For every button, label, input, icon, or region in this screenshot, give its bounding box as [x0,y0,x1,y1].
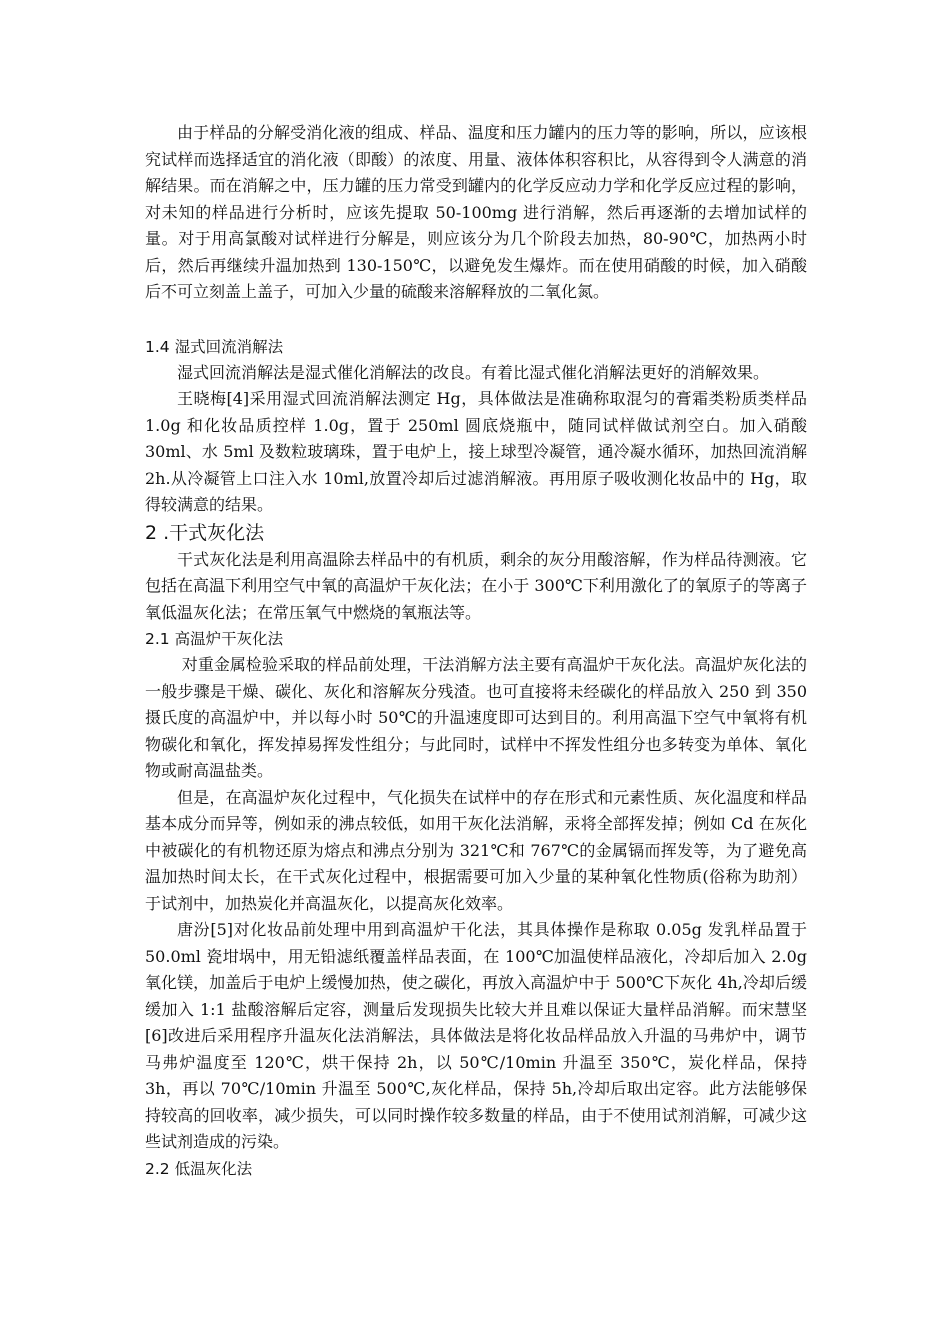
section-heading-2-1: 2.1 高温炉干灰化法 [145,630,284,648]
section-heading-2: 2 .干式灰化法 [145,521,265,544]
intro-paragraph: 由于样品的分解受消化液的组成、样品、温度和压力罐内的压力等的影响，所以，应该根究试样而选择适宜的消化液（即酸）的浓度、用量、液体体积容积比，从容得到令人满意的消解结果。而在消解之中，压力罐的压力常受到罐内的化学反应动力学和化学反应过程的影响，对未知的样品进行分析时，应该先提取 50-100mg 进行消解，然后再逐渐的去增加试样的量。对于用高氯酸对试样进行分解是，则应该分为几个阶段去加热，80-90℃，加热两小时后，然后再继续升温加热到 130-150℃，以避免发生爆炸。而在使用硝酸的时候，加入硝酸后不可立刻盖上盖子，可加入少量的硫酸来溶解释放的二氧化氮。 [145,123,807,301]
section-heading-1-4: 1.4 湿式回流消解法 [145,337,284,356]
paragraph-1-4-definition: 湿式回流消解法是湿式催化消解法的改良。有着比湿式催化消解法更好的消解效果。 [177,362,770,382]
paragraph-2-1-losses: 但是，在高温炉灰化过程中，气化损失在试样中的存在形式和元素性质、灰化温度和样品基本成分而异等，例如汞的沸点较低，如用干灰化法消解，汞将全部挥发掉；例如 Cd 在灰化中被碳化的有机物还原为熔点和沸点分别为 321℃和 767℃的金属镉而挥发等，为了避免高温加热时间太长，在干式灰化过程中，根据需要可加入少量的某种氧化性物质(俗称为助剂）于试剂中，加热炭化并高温灰化，以提高灰化效率。 [145,787,807,913]
paragraph-1-4-example: 王晓梅[4]采用湿式回流消解法测定 Hg，具体做法是准确称取混匀的膏霜类粉质类样品 1.0g 和化妆品质控样 1.0g，置于 250ml 圆底烧瓶中，随同试样做试剂空白。加入硝酸 30ml、水 5ml 及数粒玻璃珠，置于电炉上，接上球型冷凝管，通冷凝水循环，加热回流消解 2h.从冷凝管上口注入水 10ml,放置冷却后过滤消解液。再用原子吸收测化妆品中的 Hg，取得较满意的结果。 [145,389,807,514]
paragraph-2-1-examples: 唐汾[5]对化妆品前处理中用到高温炉干化法，其具体操作是称取 0.05g 发乳样品置于 50.0ml 瓷坩埚中，用无铅滤纸覆盖样品表面，在 100℃加温使样品液化，冷却后加入 2.0g 氧化镁，加盖后于电炉上缓慢加热，使之碳化，再放入高温炉中于 500℃下灰化 4h,冷却后缓缓加入 1:1 盐酸溶解后定容，测量后发现损失比较大并且难以保证大量样品消解。而宋慧坚[6]改进后采用程序升温灰化法消解法，具体做法是将化妆品样品放入升温的马弗炉中，调节马弗炉温度至 120℃，烘干保持 2h，以 50℃/10min 升温至 350℃，炭化样品，保持 3h，再以 70℃/10min 升温至 500℃,灰化样品，保持 5h,冷却后取出定容。此方法能够保持较高的回收率，减少损失，可以同时操作较多数量的样品，由于不使用试剂消解，可减少这些试剂造成的污染。 [145,920,807,1151]
paragraph-2-1-overview: 对重金属检验采取的样品前处理，干法消解方法主要有高温炉干灰化法。高温炉灰化法的一般步骤是干燥、碳化、灰化和溶解灰分残渣。也可直接将未经碳化的样品放入 250 到 350 摄氏度的高温炉中，并以每小时 50℃的升温速度即可达到目的。利用高温下空气中氧将有机物碳化和氧化，挥发掉易挥发性组分；与此同时，试样中不挥发性组分也多转变为单体、氧化物或耐高温盐类。 [145,655,807,780]
document-page [145,120,807,1182]
paragraph-2-definition: 干式灰化法是利用高温除去样品中的有机质，剩余的灰分用酸溶解，作为样品待测液。它包括在高温下利用空气中氧的高温炉干灰化法；在小于 300℃下利用激化了的氧原子的等离子氧低温灰化法；在常压氧气中燃烧的氧瓶法等。 [145,549,807,622]
section-heading-2-2: 2.2 低温灰化法 [145,1159,253,1178]
